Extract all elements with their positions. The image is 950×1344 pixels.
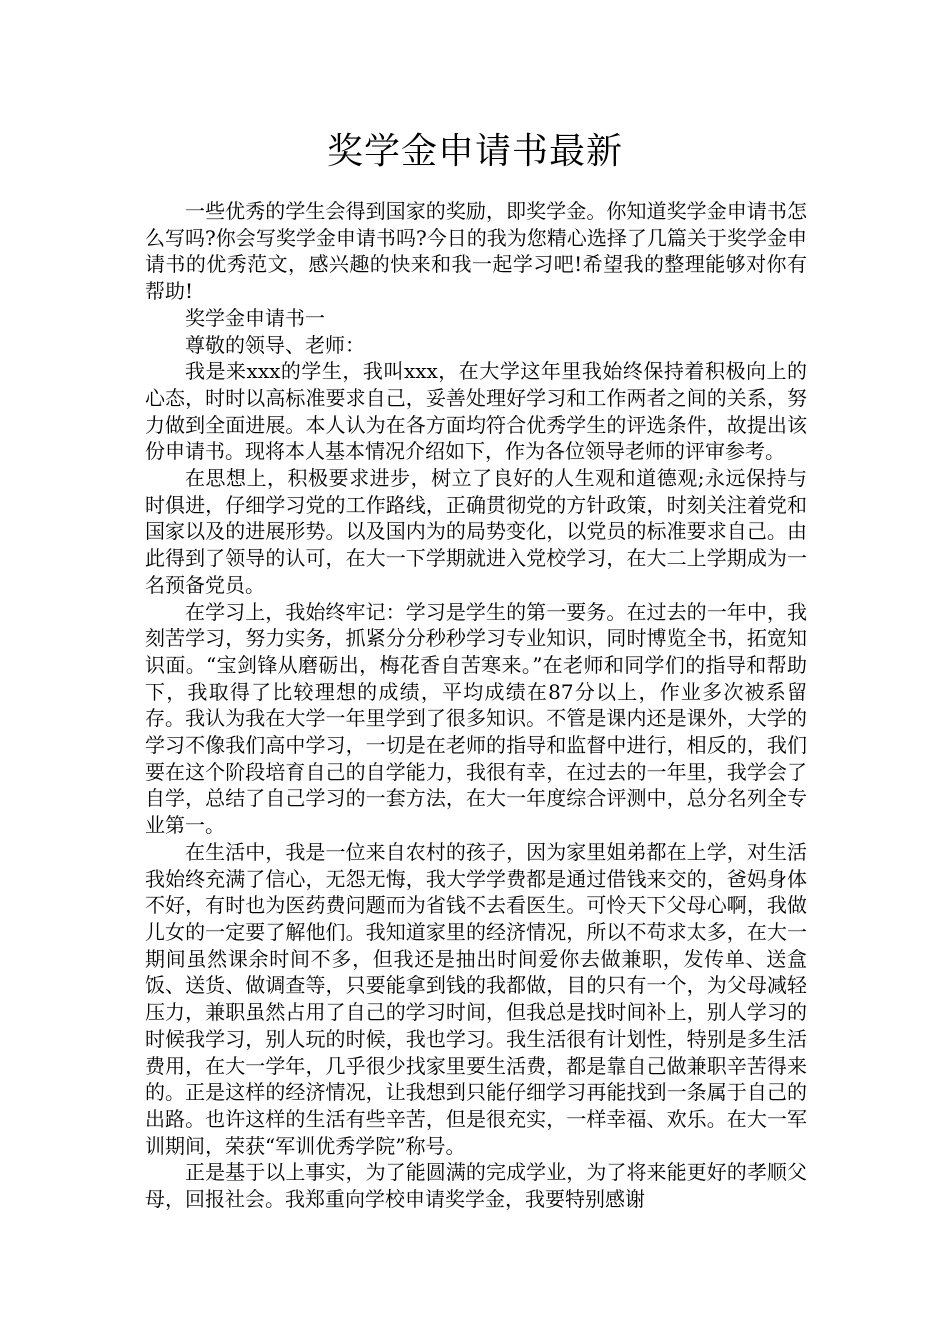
document-body [145,198,807,1213]
conclusion-paragraph: 正是基于以上事实，为了能圆满的完成学业，为了将来能更好的孝顺父母，回报社会。我郑重向学校申请奖学金，我要特别感谢 [145,1160,807,1212]
study-paragraph: 在学习上，我始终牢记：学习是学生的第一要务。在过去的一年中，我刻苦学习，努力实务，抓紧分分秒秒学习专业知识，同时博览全书，拓宽知识面。“宝剑锋从磨砺出，梅花香自苦寒来。”在老师和同学们的指导和帮助下，我取得了比较理想的成绩，平均成绩在87分以上，作业多次被系留存。我认为我在大学一年里学到了很多知识。不管是课内还是课外，大学的学习不像我们高中学习，一切是在老师的指导和监督中进行，相反的，我们要在这个阶段培育自己的自学能力，我很有幸，在过去的一年里，我学会了自学，总结了自己学习的一套方法，在大一年度综合评测中，总分名列全专业第一。 [145,599,807,838]
section-heading: 奖学金申请书一 [185,305,325,330]
salutation: 尊敬的领导、老师： [185,332,365,357]
life-paragraph: 在生活中，我是一位来自农村的孩子，因为家里姐弟都在上学，对生活我始终充满了信心，无怨无悔，我大学学费都是通过借钱来交的，爸妈身体不好，有时也为医药费问题而为省钱不去看医生。可怜天下父母心啊，我做儿女的一定要了解他们。我知道家里的经济情况，所以不苟求太多，在大一期间虽然课余时间不多，但我还是抽出时间爱你去做兼职，发传单、送盒饭、送货、做调查等，只要能拿到钱的我都做，目的只有一个，为父母减轻压力，兼职虽然占用了自己的学习时间，但我总是找时间补上，别人学习的时候我学习，别人玩的时候，我也学习。我生活很有计划性，特别是多生活费用，在大一学年，几乎很少找家里要生活费，都是靠自己做兼职辛苦得来的。正是这样的经济情况，让我想到只能仔细学习再能找到一条属于自己的出路。也许这样的生活有些辛苦，但是很充实，一样幸福、欢乐。在大一军训期间，荣获“军训优秀学院”称号。 [145,839,807,1158]
intro-paragraph: 一些优秀的学生会得到国家的奖励，即奖学金。你知道奖学金申请书怎么写吗?你会写奖学金申请书吗?今日的我为您精心选择了几篇关于奖学金申请书的优秀范文，感兴趣的快来和我一起学习吧!希望我的整理能够对你有帮助! [145,199,807,304]
ideology-paragraph: 在思想上，积极要求进步，树立了良好的人生观和道德观;永远保持与时俱进，仔细学习党的工作路线，正确贯彻党的方针政策，时刻关注着党和国家以及的进展形势。以及国内为的局势变化，以党员的标准要求自己。由此得到了领导的认可，在大一下学期就进入党校学习，在大二上学期成为一名预备党员。 [145,466,807,597]
document-title: 奖学金申请书最新 [326,131,623,172]
self-introduction-paragraph: 我是来xxx的学生，我叫xxx，在大学这年里我始终保持着积极向上的心态，时时以高标准要求自己，妥善处理好学习和工作两者之间的关系，努力做到全面进展。本人认为在各方面均符合优秀学生的评选条件，故提出该份申请书。现将本人基本情况介绍如下，作为各位领导老师的评审参考。 [145,359,807,464]
